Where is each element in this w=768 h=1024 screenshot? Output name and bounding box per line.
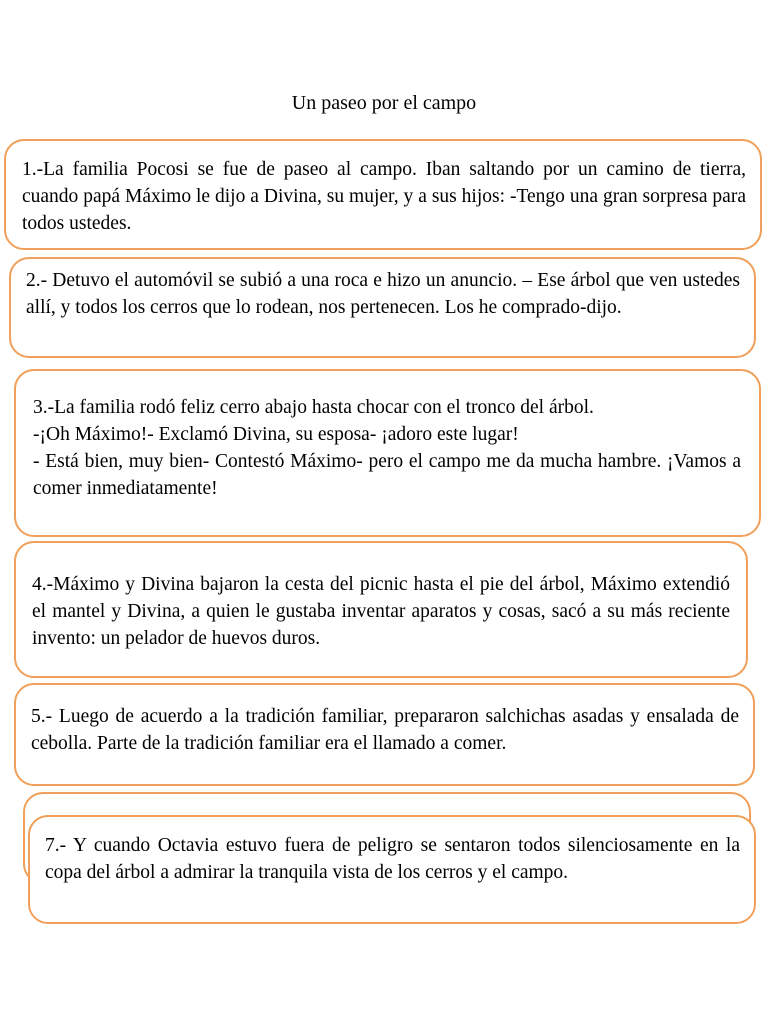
story-box-5 [14, 683, 755, 786]
story-text-1: 1.-La familia Pocosi se fue de paseo al campo. Iban saltando por un camino de tierra, cuando papá Máximo le dijo a Divina, su mujer, y a sus hijos: -Tengo una gran sorpresa para todos ustedes. [22, 159, 746, 234]
page-title: Un paseo por el campo [291, 92, 477, 114]
story-box-1 [4, 139, 762, 250]
story-text-4: 4.-Máximo y Divina bajaron la cesta del picnic hasta el pie del árbol, Máximo extendió el mantel y Divina, a quien le gustaba inventar aparatos y cosas, sacó a su más reciente invento: un pelador de huevos duros. [32, 574, 730, 649]
story-text-5: 5.- Luego de acuerdo a la tradición familiar, prepararon salchichas asadas y ensalada de cebolla. Parte de la tradición familiar era el llamado a comer. [31, 706, 739, 754]
story-box-4 [14, 541, 748, 678]
story-line: - Está bien, muy bien- Contestó Máximo- pero el campo me da mucha hambre. ¡Vamos a comer inmediatamente! [33, 451, 741, 499]
story-line: 3.-La familia rodó feliz cerro abajo hasta chocar con el tronco del árbol. [33, 397, 594, 418]
story-box-2 [9, 257, 756, 358]
story-box-3 [14, 369, 761, 537]
story-text-7: 7.- Y cuando Octavia estuvo fuera de peligro se sentaron todos silenciosamente en la copa del árbol a admirar la tranquila vista de los cerros y el campo. [45, 835, 740, 883]
story-line: -¡Oh Máximo!- Exclamó Divina, su esposa- ¡adoro este lugar! [33, 424, 519, 445]
story-box-7 [28, 815, 756, 924]
story-text-3 [33, 394, 741, 502]
story-text-2: 2.- Detuvo el automóvil se subió a una roca e hizo un anuncio. – Ese árbol que ven ustedes allí, y todos los cerros que lo rodean, nos pertenecen. Los he comprado-dijo. [26, 270, 740, 318]
